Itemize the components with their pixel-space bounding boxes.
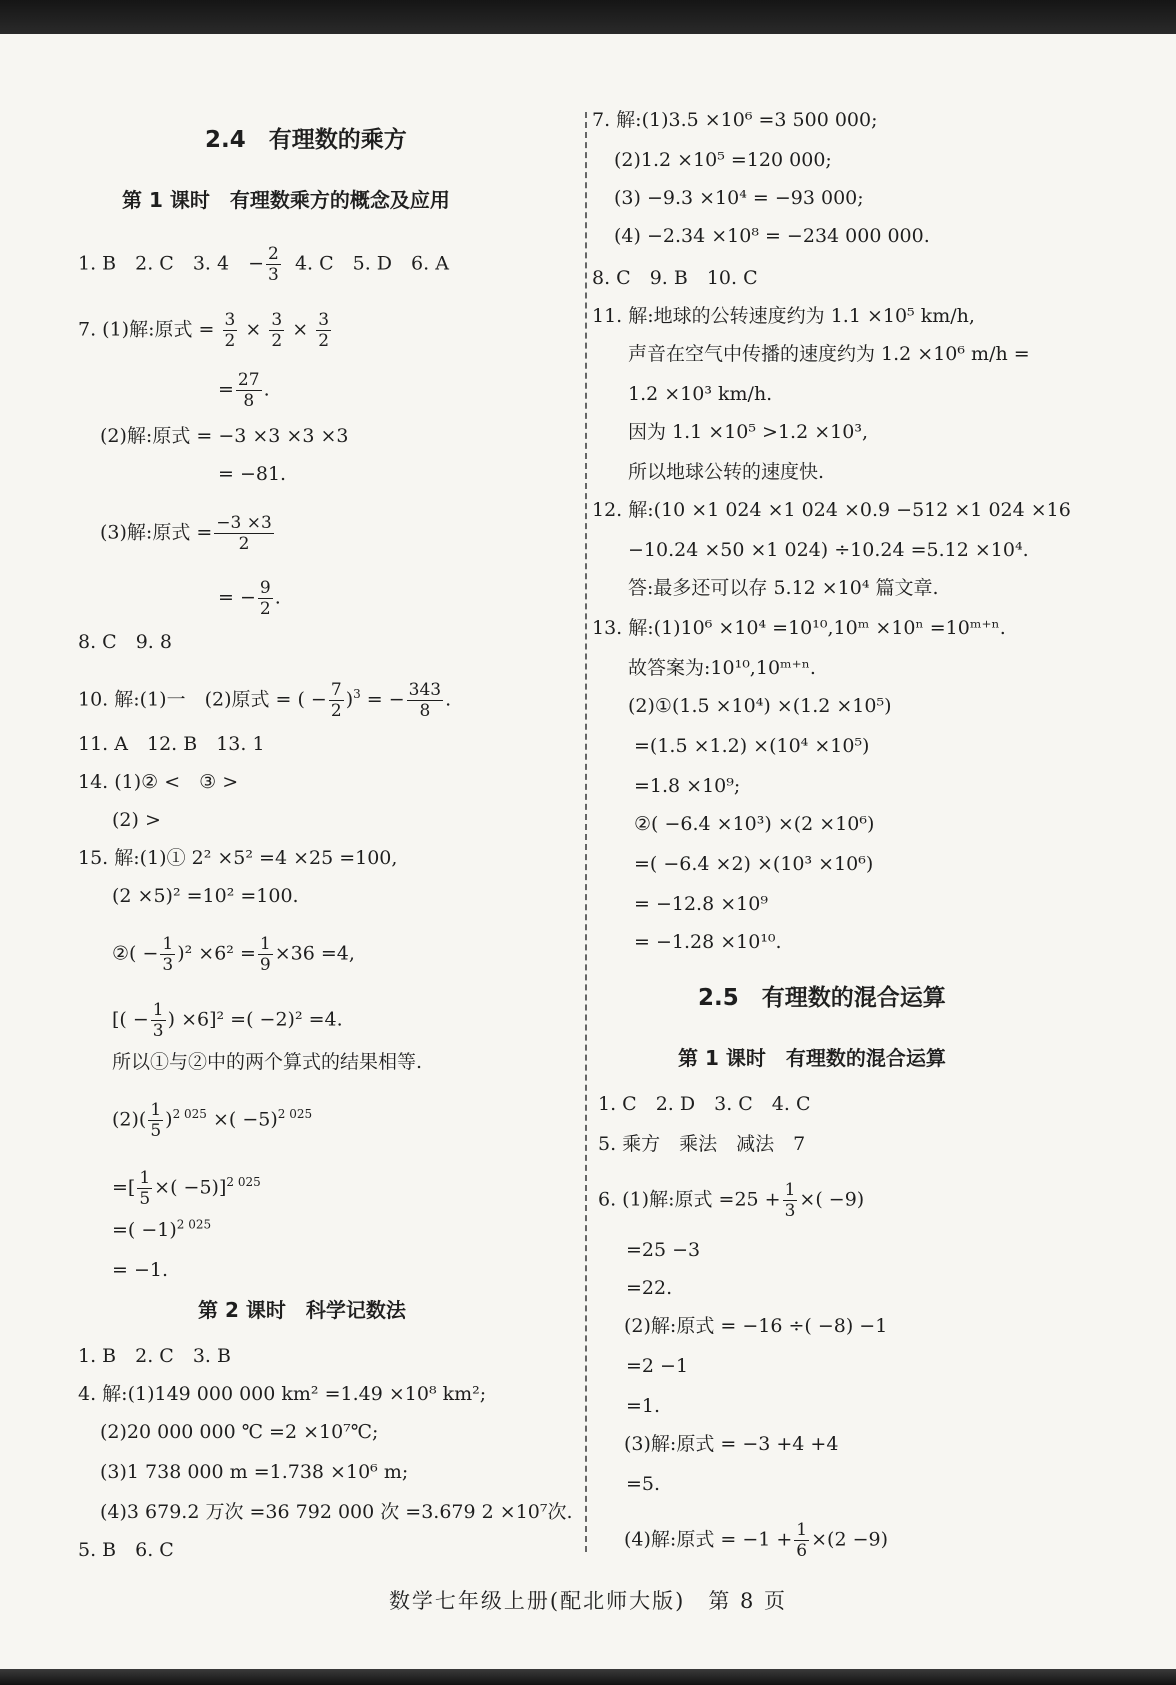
answer-line: = $\frac{27}{8}$ . <box>218 370 270 411</box>
answer-line: 8. C 9. 8 <box>78 631 172 653</box>
fraction: $\frac{1}{5}$ <box>139 1168 151 1209</box>
answer-line: 15. 解:(1)① 2² ×5² =4 ×25 =100, <box>78 847 398 869</box>
answer-line: ②( −6.4 ×10³) ×(2 ×10⁶) <box>634 813 875 835</box>
answer-line: =22. <box>626 1277 673 1299</box>
answer-line: 答:最多还可以存 5.12 ×10⁴ 篇文章. <box>628 577 939 599</box>
fraction: $\frac{1}{3}$ <box>152 1000 164 1041</box>
fraction: $\frac{7}{2}$ <box>330 680 342 721</box>
column-divider <box>585 112 587 1552</box>
answer-line: =1. <box>626 1395 661 1417</box>
fraction: $\frac{2}{3}$ <box>268 244 279 285</box>
answer-line: 7. 解:(1)3.5 ×10⁶ =3 500 000; <box>592 109 878 131</box>
answer-line: ②( − $\frac{1}{3}$ )² ×6² = $\frac{1}{9}$ ×36 =4, <box>112 934 355 975</box>
answer-line: 5. B 6. C <box>78 1539 174 1561</box>
answer-line: (3)解:原式 = $\frac{-3 \times 3}{2}$ <box>100 513 272 554</box>
answer-line: = −1. <box>112 1259 169 1281</box>
answer-line: (2)( $\frac{1}{5}$ )$^{2 025}$ ×( −5)$^{2 025}$ <box>112 1100 313 1141</box>
answer-line: (2)①(1.5 ×10⁴) ×(1.2 ×10⁵) <box>628 695 892 717</box>
answer-line: =[ $\frac{1}{5}$ ×( −5)]$^{2 025}$ <box>112 1168 261 1209</box>
answer-line: (2) > <box>112 809 161 831</box>
answer-line: =(1.5 ×1.2) ×(10⁴ ×10⁵) <box>634 735 870 757</box>
answer-line: = −12.8 ×10⁹ <box>634 893 768 915</box>
answer-line: 12. 解:(10 ×1 024 ×1 024 ×0.9 −512 ×1 024 ×16 <box>592 499 1071 521</box>
fraction: $\frac{1}{5}$ <box>150 1100 162 1141</box>
answer-line: (3)解:原式 = −3 +4 +4 <box>624 1433 839 1455</box>
answer-line: (4)3 679.2 万次 =36 792 000 次 =3.679 2 ×10⁷次. <box>100 1501 573 1523</box>
fraction: $\frac{1}{3}$ <box>162 934 174 975</box>
answer-line: =1.8 ×10⁹; <box>634 775 741 797</box>
answer-line: 13. 解:(1)10⁶ ×10⁴ =10¹⁰,10ᵐ ×10ⁿ =10ᵐ⁺ⁿ. <box>592 617 1006 639</box>
fraction: $\frac{3}{2}$ <box>224 310 236 351</box>
section-title: 2.5 有理数的混合运算 <box>698 985 946 1011</box>
answer-line: 1. B 2. C 3. 4 − $\frac{2}{3}$ 4. C 5. D 6. A <box>78 244 449 285</box>
answer-line: 14. (1)② < ③ > <box>78 771 239 793</box>
answer-line: 所以①与②中的两个算式的结果相等. <box>112 1051 423 1073</box>
answer-line: =25 −3 <box>626 1239 701 1261</box>
answer-line: = − $\frac{9}{2}$ . <box>218 578 281 619</box>
answer-line: [( − $\frac{1}{3}$ ) ×6]² =( −2)² =4. <box>112 1000 343 1041</box>
fraction: $\frac{27}{8}$ <box>237 370 260 411</box>
answer-line: 5. 乘方 乘法 减法 7 <box>598 1133 806 1155</box>
answer-line: (3) −9.3 ×10⁴ = −93 000; <box>614 187 864 209</box>
answer-line: 所以地球公转的速度快. <box>628 461 825 483</box>
answer-line: 4. 解:(1)149 000 000 km² =1.49 ×10⁸ km²; <box>78 1383 487 1405</box>
answer-line: (2)20 000 000 ℃ =2 ×10⁷℃; <box>100 1421 379 1443</box>
answer-line: = −81. <box>218 463 287 485</box>
fraction: $\frac{1}{3}$ <box>784 1180 796 1221</box>
fraction: $\frac{-3 \times 3}{2}$ <box>216 513 272 554</box>
fraction: $\frac{9}{2}$ <box>259 578 271 619</box>
answer-line: 声音在空气中传播的速度约为 1.2 ×10⁶ m/h = <box>628 343 1030 365</box>
answer-line: (2)1.2 ×10⁵ =120 000; <box>614 149 832 171</box>
answer-line: (3)1 738 000 m =1.738 ×10⁶ m; <box>100 1461 409 1483</box>
answer-line: 11. 解:地球的公转速度约为 1.1 ×10⁵ km/h, <box>592 305 975 327</box>
answer-line: 8. C 9. B 10. C <box>592 267 758 289</box>
answer-line: 1. C 2. D 3. C 4. C <box>598 1093 811 1115</box>
answer-line: 因为 1.1 ×10⁵ >1.2 ×10³, <box>628 421 868 443</box>
fraction: $\frac{3}{2}$ <box>318 310 330 351</box>
answer-line: 7. (1)解:原式 = $\frac{3}{2}$ × $\frac{3}{2}$ × $\frac{3}{2}$ <box>78 310 330 351</box>
answer-line: =2 −1 <box>626 1355 689 1377</box>
answer-line: (4)解:原式 = −1 + $\frac{1}{6}$ ×(2 −9) <box>624 1520 889 1561</box>
answer-line: (2)解:原式 = −16 ÷( −8) −1 <box>624 1315 888 1337</box>
answer-line: (2)解:原式 = −3 ×3 ×3 ×3 <box>100 425 349 447</box>
answer-line: 1. B 2. C 3. B <box>78 1345 231 1367</box>
fraction: $\frac{3}{2}$ <box>271 310 283 351</box>
section-title: 2.4 有理数的乘方 <box>205 127 407 153</box>
answer-line: 1.2 ×10³ km/h. <box>628 383 773 405</box>
answer-line: = −1.28 ×10¹⁰. <box>634 931 782 953</box>
answer-line: 10. 解:(1)一 (2)原式 = ( − $\frac{7}{2}$ )$^3$ = − $\frac{343}{8}$ . <box>78 680 452 721</box>
answer-line: −10.24 ×50 ×1 024) ÷10.24 =5.12 ×10⁴. <box>628 539 1029 561</box>
answer-line: 6. (1)解:原式 =25 + $\frac{1}{3}$ ×( −9) <box>598 1180 865 1221</box>
page-footer: 数学七年级上册(配北师大版) 第 8 页 <box>388 1589 788 1613</box>
lesson-title: 第 1 课时 有理数的混合运算 <box>678 1046 946 1070</box>
answer-line: 故答案为:10¹⁰,10ᵐ⁺ⁿ. <box>628 657 816 679</box>
lesson-title: 第 2 课时 科学记数法 <box>198 1298 406 1322</box>
lesson-title: 第 1 课时 有理数乘方的概念及应用 <box>122 188 450 212</box>
fraction: $\frac{343}{8}$ <box>408 680 442 721</box>
answer-line: (2 ×5)² =10² =100. <box>112 885 299 907</box>
answer-line: (4) −2.34 ×10⁸ = −234 000 000. <box>614 225 930 247</box>
answer-line: 11. A 12. B 13. 1 <box>78 733 265 755</box>
answer-line: =( −6.4 ×2) ×(10³ ×10⁶) <box>634 853 874 875</box>
scan-bottom-edge <box>0 1669 1176 1685</box>
answer-line: =( −1)$^{2 025}$ <box>112 1217 212 1241</box>
fraction: $\frac{1}{6}$ <box>796 1520 808 1561</box>
answer-line: =5. <box>626 1473 661 1495</box>
scan-top-edge <box>0 0 1176 34</box>
fraction: $\frac{1}{9}$ <box>259 934 271 975</box>
